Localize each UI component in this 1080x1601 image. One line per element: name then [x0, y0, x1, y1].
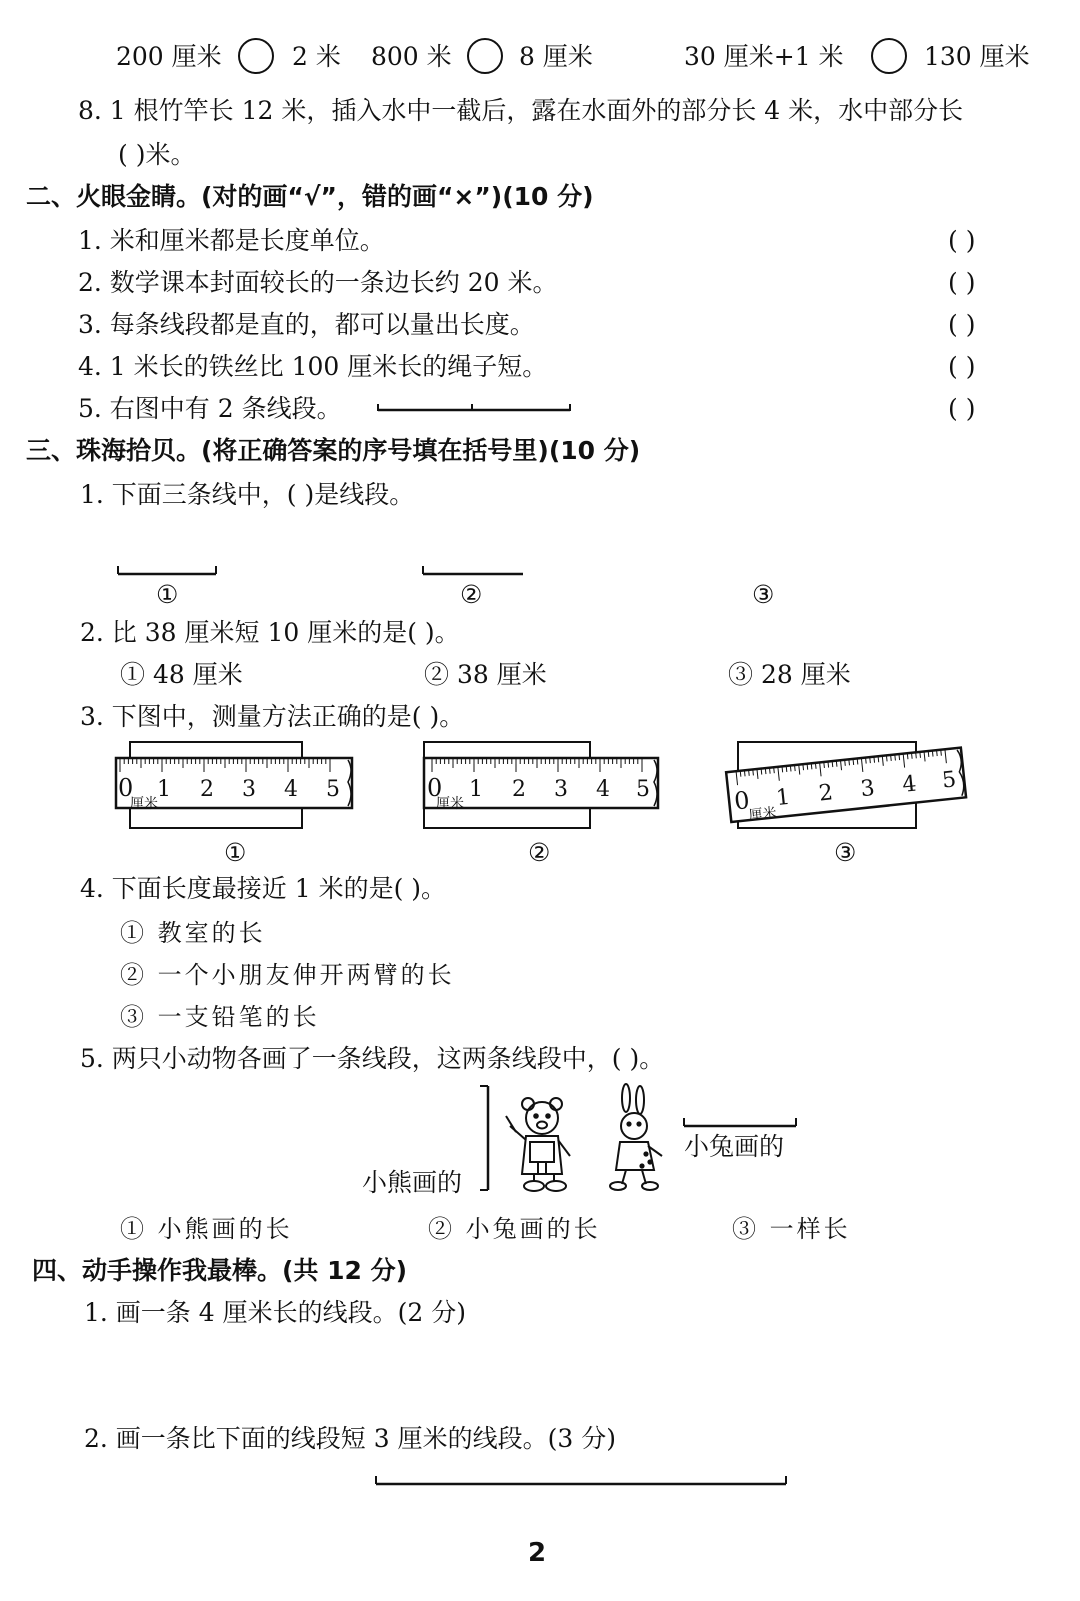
- ruler-figure-3: [724, 736, 974, 834]
- compare-c-right: 130 厘米: [924, 42, 1030, 71]
- ruler1-num-5: 5: [326, 777, 340, 802]
- s3-q1-text: 1. 下面三条线中，( )是线段。: [80, 480, 415, 509]
- ruler3-num-3: 3: [859, 775, 876, 803]
- ruler-tick: [937, 750, 938, 756]
- ruler3-unit: 厘米: [748, 805, 778, 825]
- ruler-tick: [740, 771, 741, 777]
- ruler1-num-1: 1: [157, 777, 171, 802]
- compare-circle-b[interactable]: [467, 38, 503, 74]
- ruler-tick: [744, 770, 745, 776]
- ruler-tick: [774, 767, 775, 773]
- page-number: 2: [528, 1538, 547, 1568]
- ruler2-unit: 厘米: [436, 796, 464, 812]
- ruler1-num-0: 0: [118, 774, 134, 802]
- ruler3-num-1: 1: [774, 784, 792, 812]
- q8-line2: ( )米。: [118, 140, 196, 169]
- s3-q3-label-1: ①: [224, 838, 247, 867]
- ruler-tick: [866, 758, 867, 764]
- ruler3-num-5: 5: [940, 767, 958, 794]
- s2-item-1: 1. 米和厘米都是长度单位。: [78, 226, 385, 255]
- ruler-tick: [853, 759, 854, 765]
- s3-q2-option-3: ③ 28 厘米: [728, 660, 851, 689]
- ruler-tick: [836, 761, 837, 767]
- s2-answer-2[interactable]: ( ): [948, 268, 976, 297]
- ruler-tick: [761, 769, 762, 775]
- compare-b-right: 8 厘米: [519, 42, 593, 71]
- s3-q1-label-3: ③: [752, 580, 775, 609]
- ruler-tick: [899, 754, 900, 760]
- s3-q2-text: 2. 比 38 厘米短 10 厘米的是( )。: [80, 618, 460, 647]
- compare-circle-c[interactable]: [871, 38, 907, 74]
- s3-q4-option-3: ③ 一支铅笔的长: [120, 1003, 320, 1031]
- ruler-tick: [886, 755, 887, 761]
- ruler1-num-2: 2: [200, 777, 214, 802]
- ruler-tick: [912, 753, 913, 759]
- s4-q2-text: 2. 画一条比下面的线段短 3 厘米的线段。(3 分): [84, 1424, 616, 1453]
- ruler2-num-4: 4: [596, 777, 610, 802]
- s3-q5-option-2: ② 小兔画的长: [428, 1215, 601, 1243]
- ruler-tick: [765, 768, 766, 774]
- s2-item-5: 5. 右图中有 2 条线段。: [78, 394, 342, 423]
- s3-q4-option-1: ① 教室的长: [120, 919, 266, 947]
- ruler-tick: [753, 769, 754, 775]
- two-segments-figure: [376, 402, 576, 414]
- bear-icon: [506, 1098, 570, 1191]
- ruler-tick: [895, 755, 896, 761]
- ruler-tick: [916, 752, 917, 758]
- s3-q3-text: 3. 下图中，测量方法正确的是( )。: [80, 702, 465, 731]
- compare-b-left: 800 米: [371, 42, 452, 71]
- s4-q1-text: 1. 画一条 4 厘米长的线段。(2 分): [84, 1298, 466, 1327]
- ruler-tick: [832, 761, 833, 767]
- ruler3-num-4: 4: [901, 771, 918, 798]
- s2-item-4: 4. 1 米长的铁丝比 100 厘米长的绳子短。: [78, 352, 548, 381]
- line-figure-1: [116, 562, 220, 576]
- ruler-tick: [786, 766, 787, 772]
- compare-circle-a[interactable]: [238, 38, 274, 74]
- s3-q2-option-1: ① 48 厘米: [120, 660, 243, 689]
- ruler3-num-0: 0: [732, 786, 751, 816]
- rabbit-label: 小兔画的: [684, 1132, 785, 1161]
- s2-answer-3[interactable]: ( ): [948, 310, 976, 339]
- ruler1-unit: 厘米: [130, 796, 158, 812]
- ruler2-num-3: 3: [554, 777, 568, 802]
- s3-q3-label-2: ②: [528, 838, 551, 867]
- ruler-tick: [811, 763, 812, 769]
- ruler-tick: [803, 764, 804, 770]
- ruler-tick: [870, 757, 871, 763]
- s2-answer-5[interactable]: ( ): [948, 394, 976, 423]
- rabbit-icon: [610, 1084, 662, 1190]
- ruler-tick: [878, 756, 879, 762]
- q8-line1: 8. 1 根竹竿长 12 米，插入水中一截后，露在水面外的部分长 4 米，水中部分长: [78, 96, 964, 125]
- compare-c-left: 30 厘米+1 米: [684, 42, 844, 71]
- ruler2-num-5: 5: [636, 777, 650, 802]
- ruler-tick: [849, 759, 850, 765]
- ruler-tick: [857, 758, 858, 764]
- ruler3-num-2: 2: [817, 780, 835, 807]
- ruler-tick: [782, 766, 783, 772]
- ruler1-num-3: 3: [242, 777, 256, 802]
- s2-answer-4[interactable]: ( ): [948, 352, 976, 381]
- s3-q5-text: 5. 两只小动物各画了一条线段，这两条线段中，( )。: [80, 1044, 665, 1073]
- s3-q2-option-2: ② 38 厘米: [424, 660, 547, 689]
- s2-item-3: 3. 每条线段都是直的，都可以量出长度。: [78, 310, 535, 339]
- s3-q3-label-3: ③: [834, 838, 857, 867]
- ruler1-num-4: 4: [284, 777, 298, 802]
- ruler-figure-1: [112, 736, 362, 834]
- ruler-tick: [928, 751, 929, 757]
- ruler-tick: [769, 768, 770, 774]
- s3-q4-option-2: ② 一个小朋友伸开两臂的长: [120, 961, 455, 989]
- ruler2-num-0: 0: [427, 774, 443, 802]
- bear-label: 小熊画的: [362, 1168, 463, 1197]
- ruler-tick: [828, 762, 829, 768]
- ruler-tick: [941, 750, 942, 756]
- ruler-tick: [932, 751, 933, 757]
- s3-q4-text: 4. 下面长度最接近 1 米的是( )。: [80, 874, 447, 903]
- section3-title: 三、珠海拾贝。(将正确答案的序号填在括号里)(10 分): [26, 436, 641, 465]
- ruler-tick: [807, 764, 808, 770]
- reference-segment: [374, 1474, 790, 1488]
- line-figure-2: [421, 562, 525, 576]
- s2-answer-1[interactable]: ( ): [948, 226, 976, 255]
- ruler2-num-2: 2: [512, 777, 526, 802]
- section2-title: 二、火眼金睛。(对的画“√”，错的画“×”)(10 分): [26, 182, 594, 211]
- ruler-tick: [920, 752, 921, 758]
- s3-q1-label-2: ②: [460, 580, 483, 609]
- s3-q5-option-1: ① 小熊画的长: [120, 1215, 293, 1243]
- ruler-tick: [790, 766, 791, 772]
- s2-item-2: 2. 数学课本封面较长的一条边长约 20 米。: [78, 268, 558, 297]
- ruler-tick: [815, 763, 816, 769]
- ruler2-num-1: 1: [469, 777, 483, 802]
- ruler-tick: [845, 760, 846, 766]
- section4-title: 四、动手操作我最棒。(共 12 分): [32, 1256, 408, 1285]
- s3-q1-label-1: ①: [156, 580, 179, 609]
- ruler-tick: [874, 757, 875, 763]
- ruler-tick: [795, 765, 796, 771]
- ruler-tick: [824, 762, 825, 768]
- compare-a-left: 200 厘米: [116, 42, 222, 71]
- compare-a-right: 2 米: [292, 42, 341, 71]
- s3-q5-option-3: ③ 一样长: [732, 1215, 851, 1243]
- ruler-figure-2: [418, 736, 668, 834]
- ruler-tick: [749, 770, 750, 776]
- ruler-tick: [907, 753, 908, 759]
- ruler-tick: [891, 755, 892, 761]
